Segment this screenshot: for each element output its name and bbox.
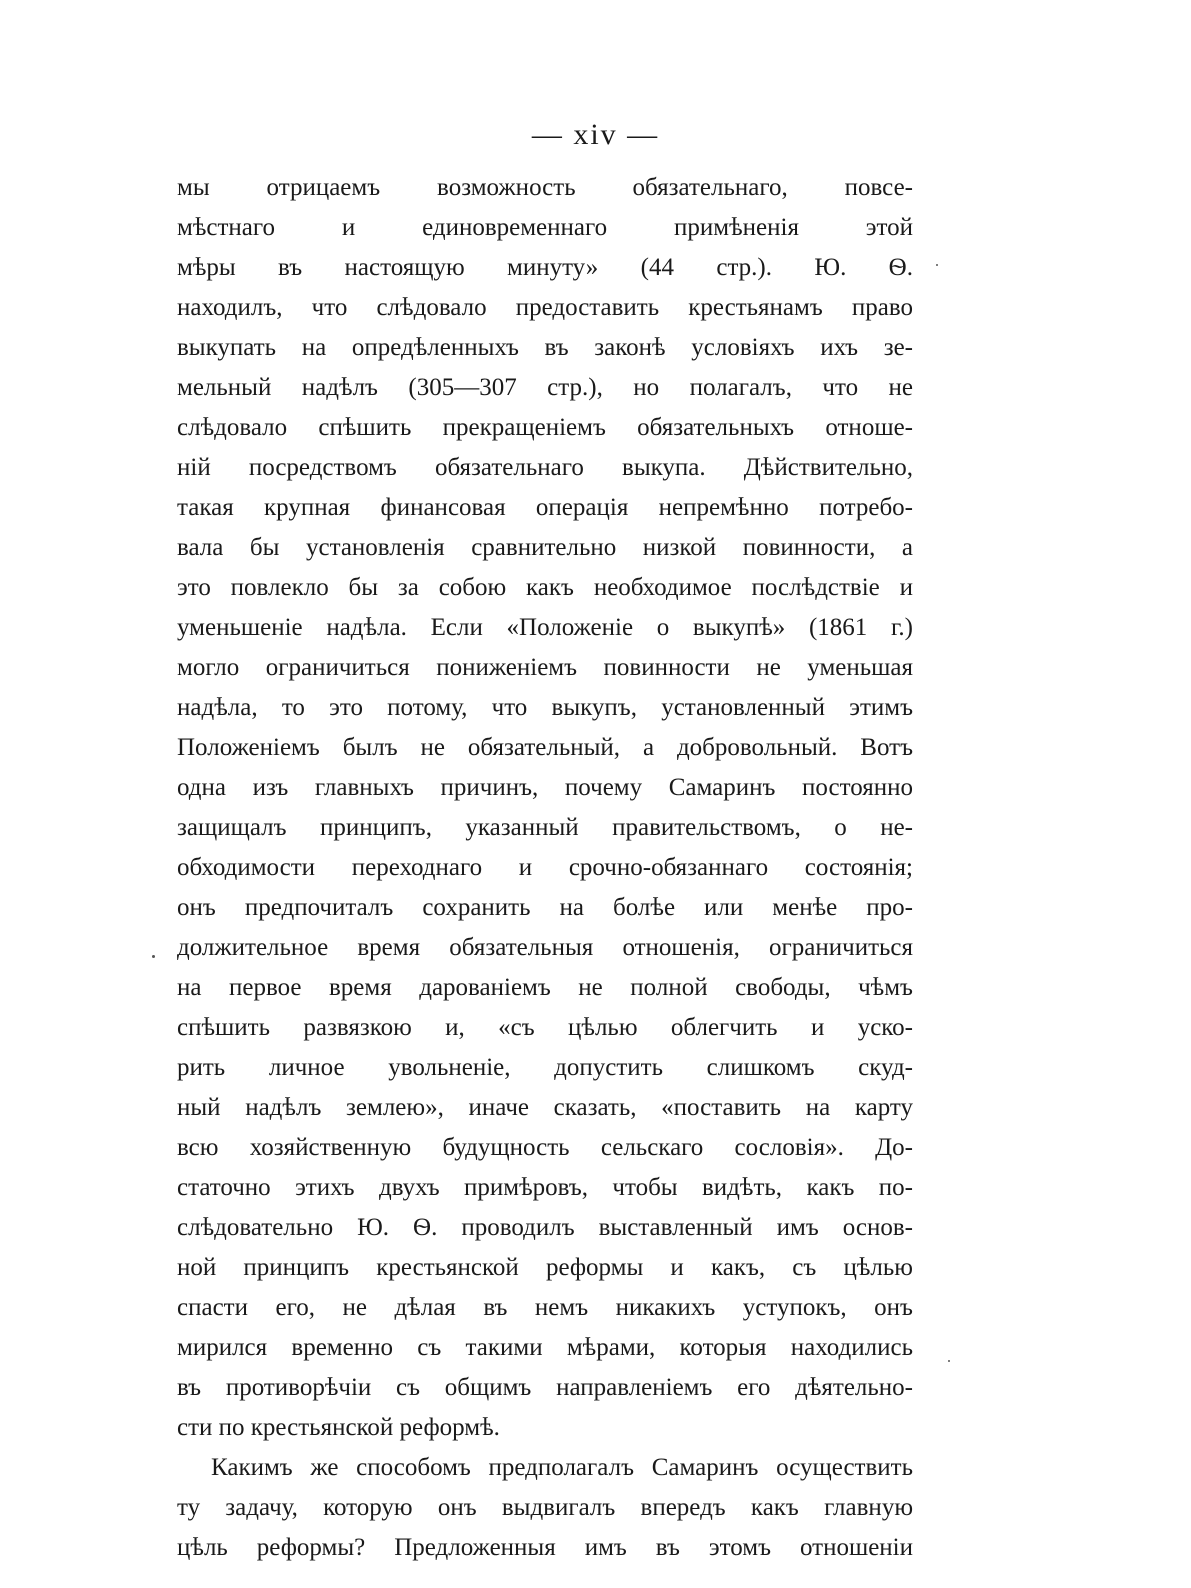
text-line: рить личное увольненіе, допустить слишкомъ скуд-	[177, 1054, 913, 1081]
text-line: мы отрицаемъ возможность обязательнаго, повсе-	[177, 174, 913, 201]
text-line: цѣль реформы? Предложенныя имъ въ этомъ отношеніи	[177, 1534, 913, 1561]
text-line: должительное время обязательныя отношенія, ограничиться	[177, 934, 913, 961]
text-line: ный надѣлъ землею», иначе сказать, «поставить на карту	[177, 1094, 913, 1121]
text-line: уменьшеніе надѣла. Если «Положеніе о выкупѣ» (1861 г.)	[177, 614, 913, 641]
text-line: сти по крестьянской реформѣ.	[177, 1414, 500, 1441]
text-line: онъ предпочиталъ сохранить на болѣе или менѣе про-	[177, 894, 913, 921]
text-line: выкупать на опредѣленныхъ въ законѣ условіяхъ ихъ зе-	[177, 334, 913, 361]
text-line: защищалъ принципъ, указанный правительствомъ, о не-	[177, 814, 913, 841]
text-line: ту задачу, которую онъ выдвигалъ впередъ какъ главную	[177, 1494, 913, 1521]
text-line: на первое время дарованіемъ не полной свободы, чѣмъ	[177, 974, 913, 1001]
text-line: спасти его, не дѣлая въ немъ никакихъ уступокъ, онъ	[177, 1294, 913, 1321]
text-line: Какимъ же способомъ предполагалъ Самаринъ осуществить	[211, 1454, 913, 1481]
text-line: одна изъ главныхъ причинъ, почему Самаринъ постоянно	[177, 774, 913, 801]
body-text	[177, 168, 913, 1568]
text-line: слѣдовательно Ю. Ѳ. проводилъ выставленный имъ основ-	[177, 1214, 913, 1241]
text-line: надѣла, то это потому, что выкупъ, установленный этимъ	[177, 694, 913, 721]
text-line: находилъ, что слѣдовало предоставить крестьянамъ право	[177, 294, 913, 321]
text-line: Положеніемъ былъ не обязательный, а добровольный. Вотъ	[177, 734, 913, 761]
text-line: мѣстнаго и единовременнаго примѣненія этой	[177, 214, 913, 241]
text-line: мѣры въ настоящую минуту» (44 стр.). Ю. Ѳ.	[177, 254, 913, 281]
text-line: статочно этихъ двухъ примѣровъ, чтобы видѣть, какъ по-	[177, 1174, 913, 1201]
text-line: всю хозяйственную будущность сельскаго сословія». До-	[177, 1134, 913, 1161]
text-line: спѣшить развязкою и, «съ цѣлью облегчить и уско-	[177, 1014, 913, 1041]
text-line: мельный надѣлъ (305—307 стр.), но полагалъ, что не	[177, 374, 913, 401]
scan-speck	[152, 955, 155, 958]
text-line: въ противорѣчіи съ общимъ направленіемъ его дѣятельно-	[177, 1374, 913, 1401]
text-line: слѣдовало спѣшить прекращеніемъ обязательныхъ отноше-	[177, 414, 913, 441]
text-line: вала бы установленія сравнительно низкой повинности, а	[177, 534, 913, 561]
scan-speck	[936, 264, 938, 266]
text-line: мирился временно съ такими мѣрами, которыя находились	[177, 1334, 913, 1361]
text-line: обходимости переходнаго и срочно-обязаннаго состоянія;	[177, 854, 913, 881]
scan-speck	[948, 1360, 950, 1362]
page-number: — xiv —	[531, 118, 660, 151]
text-line: ной принципъ крестьянской реформы и какъ, съ цѣлью	[177, 1254, 913, 1281]
text-line: это повлекло бы за собою какъ необходимое послѣдствіе и	[177, 574, 913, 601]
text-line: такая крупная финансовая операція непремѣнно потребо-	[177, 494, 913, 521]
text-line: ній посредствомъ обязательнаго выкупа. Дѣйствительно,	[177, 454, 913, 481]
text-line: могло ограничиться пониженіемъ повинности не уменьшая	[177, 654, 913, 681]
